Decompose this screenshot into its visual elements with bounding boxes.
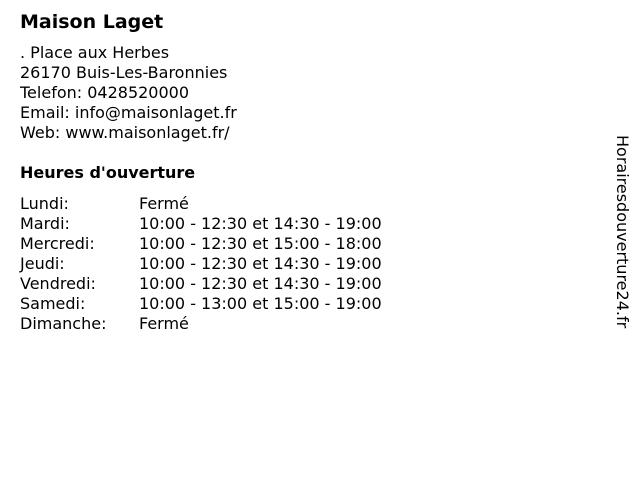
web-line: Web: www.maisonlaget.fr/ (20, 123, 230, 142)
day-hours: 10:00 - 13:00 et 15:00 - 19:00 (139, 294, 382, 313)
day-label: Jeudi: (20, 254, 65, 273)
day-hours: 10:00 - 12:30 et 15:00 - 18:00 (139, 234, 382, 253)
side-brand-text: Horairesdouverture24.fr (613, 135, 632, 329)
phone-line: Telefon: 0428520000 (20, 83, 190, 102)
day-hours: Fermé (139, 314, 189, 333)
day-label: Dimanche: (20, 314, 107, 333)
email-line: Email: info@maisonlaget.fr (20, 103, 237, 122)
address-city: 26170 Buis-Les-Baronnies (20, 63, 228, 82)
store-name: Maison Laget (20, 11, 164, 33)
address-street: . Place aux Herbes (20, 43, 170, 62)
hours-heading: Heures d'ouverture (20, 163, 196, 182)
day-hours: 10:00 - 12:30 et 14:30 - 19:00 (139, 214, 382, 233)
day-hours: Fermé (139, 194, 189, 213)
day-label: Vendredi: (20, 274, 96, 293)
day-label: Lundi: (20, 194, 69, 213)
day-label: Mercredi: (20, 234, 95, 253)
day-label: Mardi: (20, 214, 70, 233)
address-block (20, 43, 237, 143)
day-hours: 10:00 - 12:30 et 14:30 - 19:00 (139, 254, 382, 273)
day-hours: 10:00 - 12:30 et 14:30 - 19:00 (139, 274, 382, 293)
day-label: Samedi: (20, 294, 86, 313)
